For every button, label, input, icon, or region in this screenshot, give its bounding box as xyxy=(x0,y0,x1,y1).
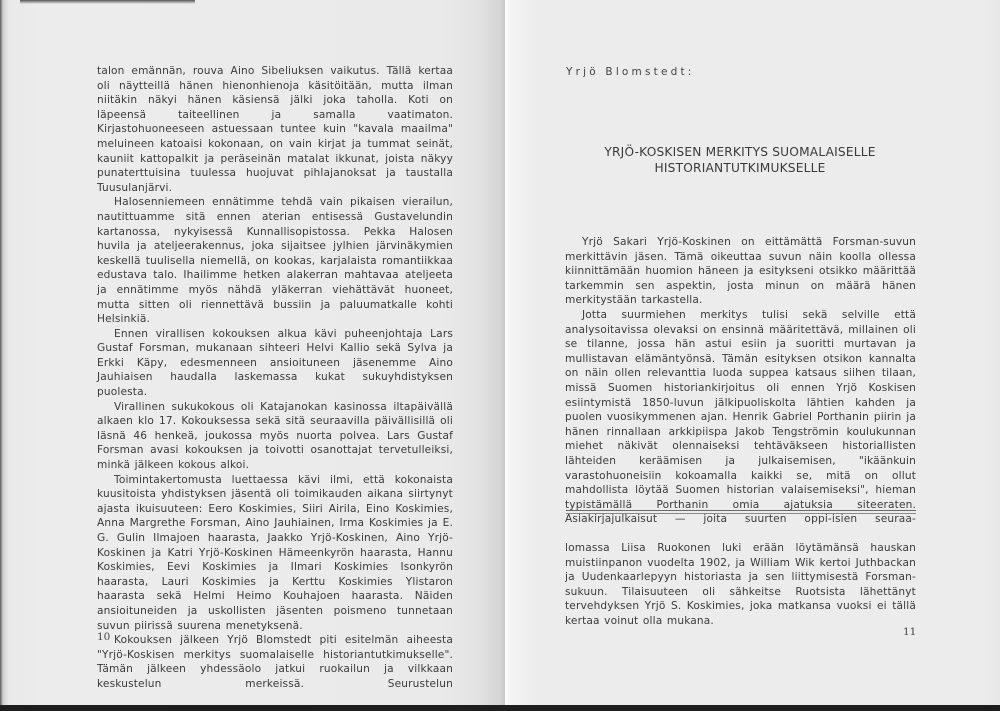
paragraph: Toimintakertomusta luettaessa kävi ilmi, että kokonaista kuusitoista yhdistyksen jäsentä oli toimikauden aikana siirtynyt ajasta ikuisuuteen: Eero Koskimies, Siiri Airila, Eino Koskimies, Anna Margrethe Forsman, Aino Jauhiainen, Irma Koskimies ja E. G. Gulin Ilmajoen haarasta, Jaakko Yrjö-Koskinen, Aino Yrjö-Koskinen ja Katri Yrjö-Koskinen Hämeenkyrön haarasta, Hannu Koskimies, Eevi Koskimies ja Ilmari Koskimies Isonkyrön haarasta, Lauri Koskimies ja Kerttu Koskimies Ylistaron haarasta sekä Helmi Heimo Kouhajoen haarasta. Näiden ansioituneiden ja uskollisten jäsenten poismeno tunnetaan suvun piirissä suurena menetyksenä. xyxy=(97,473,453,632)
background-edge xyxy=(0,705,1000,711)
title-line: HISTORIANTUTKIMUKSELLE xyxy=(654,161,826,175)
book-gutter xyxy=(505,0,507,705)
paragraph: Ennen virallisen kokouksen alkua kävi puheenjohtaja Lars Gustaf Forsman, mukanaan sihteeri Helvi Kallio sekä Sylva ja Erkki Käpy, edesmenneen ansioituneen jäsenemme Aino Jauhiaisen haudalla laskemassa kukat sukuyhdistyksen puolesta. xyxy=(97,327,453,399)
paragraph: lomassa Liisa Ruokonen luki erään löytämänsä hauskan muistiinpanon vuodelta 1902, ja William Wik kertoi Juthbackan ja Uudenkaarlepyyn historiasta ja sen liittymisestä Forsman-sukuun. Tilaisuuteen oli sähkeitse Ruotsista lähettänyt tervehdyksen Yrjö S. Koskimies, joka matkansa vuoksi ei tällä kertaa voinut olla mukana. xyxy=(565,542,916,627)
paragraph: Yrjö Sakari Yrjö-Koskinen on eittämättä Forsman-suvun merkittävin jäsen. Tämä oikeuttaa suvun näin koolla ollessa kiinnittämään huomion häneen ja esitykseni otsikko määrittää tarkemmin sen aspektin, josta minun on määrä hänen merkitystään tarkastella. xyxy=(565,236,916,307)
page-number: 11 xyxy=(903,626,917,638)
paragraph: Kokouksen jälkeen Yrjö Blomstedt piti esitelmän aiheesta "Yrjö-Koskisen merkitys suomalaiselle historiantutkimukselle". Tämän jälkeen yhdessäolo jatkui ruokailun ja vilkkaan keskustelun merkeissä. Seurustelun xyxy=(97,634,453,690)
paragraph: Virallinen sukukokous oli Katajanokan kasinossa iltapäivällä alkaen klo 17. Kokouksessa sekä sitä seuraavilla päivällisillä oli läsnä 46 henkeä, joukossa myös nuorta polvea. Lars Gustaf Forsman avasi kokouksen ja toivotti osanottajat tervetulleiksi, minkä jälkeen kokous alkoi. xyxy=(97,400,453,472)
paragraph: talon emännän, rouva Aino Sibeliuksen vaikutus. Tällä kertaa oli näytteillä hänen hienonhienoja käsitöitään, mutta ilman niitäkin näkyi hänen käsiensä jälki joka taholla. Koti on läpeensä taiteellinen ja samalla vaatimaton. Kirjastohuoneeseen astuessaan tuntee kuin "kavala maailma" meluineen katoaisi kokonaan, on vain kirjat ja tummat seinät, kauniit kattopalkit ja peräseinän matalat ikkunat, joista näkyy punaterttuisina tuulessa huojuvat pihlajanoksat ja taustalla Tuusulanjärvi. xyxy=(97,65,453,194)
section-divider xyxy=(566,510,916,514)
article-author: Yrjö Blomstedt: xyxy=(566,66,695,78)
right-page xyxy=(505,0,1000,705)
title-line: YRJÖ-KOSKISEN MERKITYS SUOMALAISELLE xyxy=(604,145,876,159)
page-edge-shadow xyxy=(20,0,195,4)
article-body xyxy=(565,235,916,527)
continuation-text xyxy=(565,541,916,629)
article-title xyxy=(560,144,920,176)
left-page-body xyxy=(97,64,453,692)
page-number: 10 xyxy=(97,631,111,643)
paragraph: Halosenniemeen ennätimme tehdä vain pikaisen vierailun, nautittuamme sitä ennen aterian entisessä Gustavelundin kartanossa, nykyisessä Kunnallisopistossa. Pekka Halosen huvila ja ateljeerakennus, joka sijaitsee jylhien järvinäkymien keskellä tuulisella niemellä, on kookas, karjalaista romantiikkaa edustava talo. Ihailimme hetken alakerran mahtavaa ateljeeta ja ennätimme myös nähdä yläkerran viehättävät huoneet, mutta sitten oli riennettävä bussiin ja paluumatkalle kohti Helsinkiä. xyxy=(97,196,453,326)
paragraph: Jotta suurmiehen merkitys tulisi sekä selville että analysoitavissa olevaksi on ensinnä määritettävä, millainen oli se tilanne, jossa hän astui esiin ja suoritti murtavan ja mullistavan elämäntyönsä. Tämän esityksen otsikon kannalta on näin ollen relevanttia luoda suppea katsaus siihen tilaan, missä Suomen historiankirjoitus oli ennen Yrjö Koskisen esiintymistä 1850-luvun jälkipuoliskolta lähtien kahden ja puolen vuosikymmenen ajan. Henrik Gabriel Porthanin piirin ja hänen rinnallaan arkkipiispa Jakob Tengströmin koulukunnan miehet näkivät olennaiseksi tehtäväkseen historiallisten lähteiden keräämisen ja julkaisemisen, "ikäänkuin varastohuoneisiin kokoamalla kaikki se, mitä on ollut mahdollista löytää Suomen historian valaisemiseksi", hieman typistämällä Porthanin omia ajatuksia siteeraten. Asiakirjajulkaisut — joita suurten oppi-isien seuraa- xyxy=(565,308,916,526)
